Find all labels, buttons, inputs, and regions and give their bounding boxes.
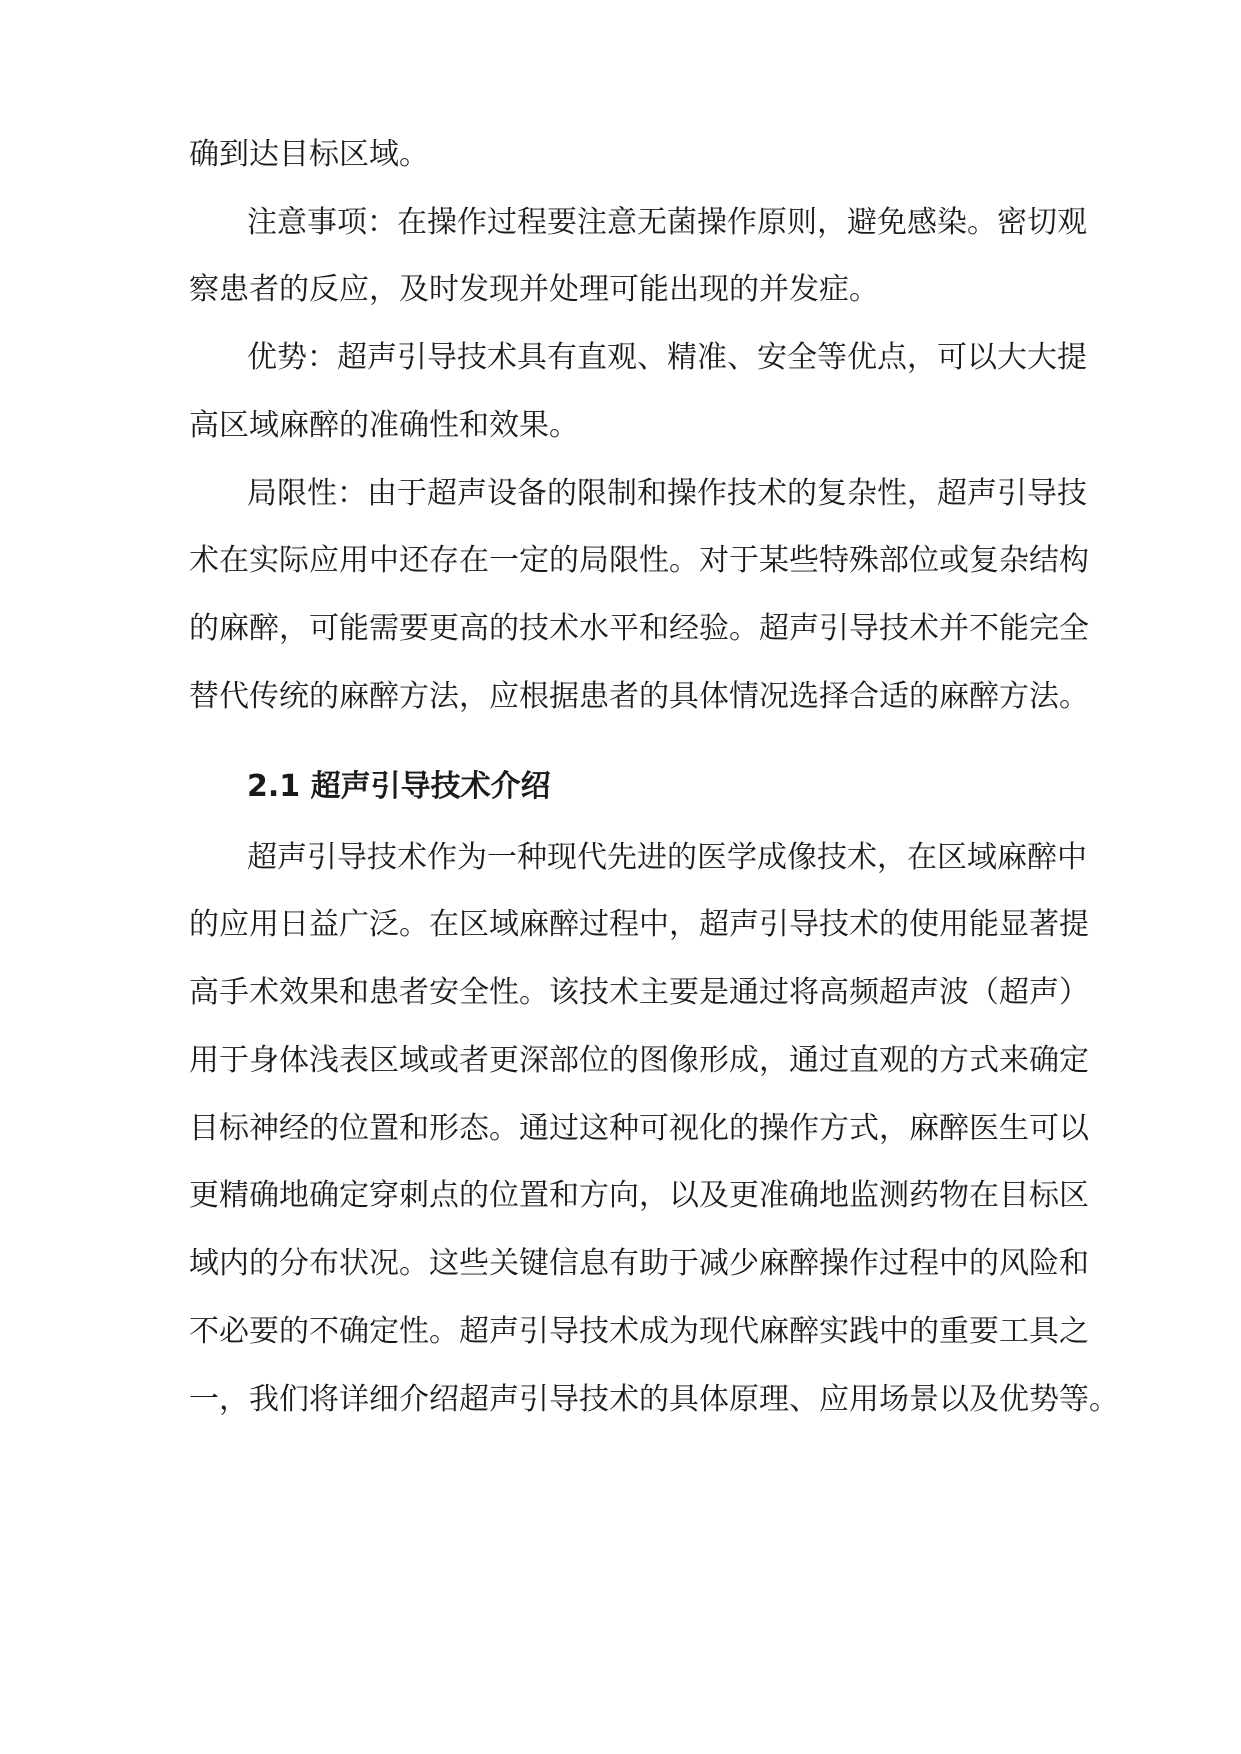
paragraph-line: 用于身体浅表区域或者更深部位的图像形成，通过直观的方式来确定: [189, 1043, 1089, 1078]
paragraph-line: 优势：超声引导技术具有直观、精准、安全等优点，可以大大提: [247, 340, 1087, 375]
paragraph-line: 超声引导技术作为一种现代先进的医学成像技术，在区域麻醉中: [247, 840, 1087, 875]
section-heading: 2.1 超声引导技术介绍: [247, 769, 551, 804]
paragraph-line: 局限性：由于超声设备的限制和操作技术的复杂性，超声引导技: [247, 476, 1087, 511]
paragraph-line: 的应用日益广泛。在区域麻醉过程中，超声引导技术的使用能显著提: [189, 907, 1089, 942]
paragraph-line: 更精确地确定穿刺点的位置和方向，以及更准确地监测药物在目标区: [189, 1178, 1089, 1213]
paragraph-line: 替代传统的麻醉方法，应根据患者的具体情况选择合适的麻醉方法。: [189, 679, 1089, 714]
paragraph-line: 域内的分布状况。这些关键信息有助于减少麻醉操作过程中的风险和: [189, 1246, 1089, 1281]
paragraph-line: 的麻醉，可能需要更高的技术水平和经验。超声引导技术并不能完全: [189, 611, 1089, 646]
paragraph-line: 察患者的反应，及时发现并处理可能出现的并发症。: [189, 272, 879, 307]
paragraph-line: 术在实际应用中还存在一定的局限性。对于某些特殊部位或复杂结构: [189, 543, 1089, 578]
paragraph-line: 不必要的不确定性。超声引导技术成为现代麻醉实践中的重要工具之: [189, 1314, 1089, 1349]
paragraph-line: 确到达目标区域。: [189, 137, 429, 172]
paragraph-line: 高区域麻醉的准确性和效果。: [189, 408, 579, 443]
paragraph-line: 目标神经的位置和形态。通过这种可视化的操作方式，麻醉医生可以: [189, 1111, 1089, 1146]
paragraph-line: 注意事项：在操作过程要注意无菌操作原则，避免感染。密切观: [247, 205, 1087, 240]
paragraph-line: 一，我们将详细介绍超声引导技术的具体原理、应用场景以及优势等。: [189, 1382, 1119, 1417]
paragraph-line: 高手术效果和患者安全性。该技术主要是通过将高频超声波（超声）: [189, 975, 1089, 1010]
